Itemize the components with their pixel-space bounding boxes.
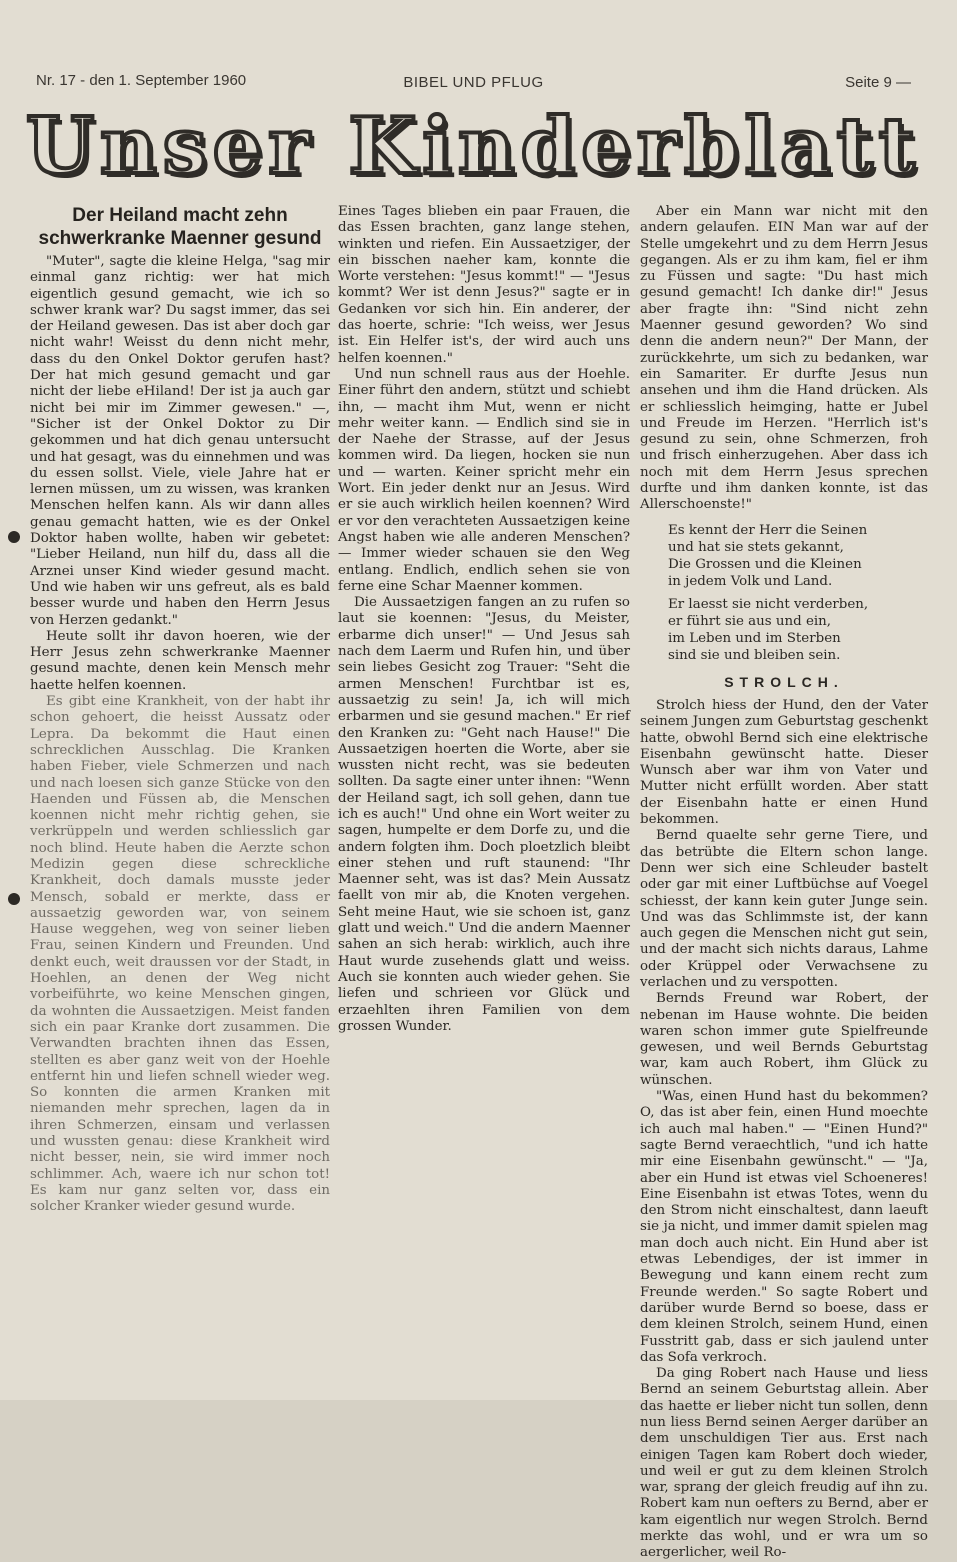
article-title: Der Heiland macht zehn schwerkranke Maenner gesund [38, 205, 322, 249]
article-paragraph: Es gibt eine Krankheit, von der habt ihr schon gehoert, die heisst Aussatz oder Lepra. Da bekommt die Haut einen schrecklichen Ausschlag. Die Kranken haben Fieber, viele Schmerzen und nach und nach loesen sich ganze Stücke von den Haenden und Füssen ab, die Menschen koennen nicht mehr richtig gehen, sie verkrüppeln und werden schliesslich gar noch blind. Heute haben die Aerzte schon Medizin gegen diese schreckliche Krankheit, doch damals musste jeder Mensch, sobald er merkte, dass er aussaetzig geworden war, von seinem Hause weggehen, weg von seiner lieben Frau, seinen Kindern und Freunden. Und denkt euch, weit draussen vor der Stadt, in Hoehlen, an denen der Weg nicht vorbeiführte, wo keine Menschen gingen, da wohnten die Aussaetzigen. Meist fanden sich ein paar Kranke dort zusammen. Die Verwandten brachten ihnen das Essen, stellten es aber ganz weit von der Hoehle entfernt hin und liefen schnell wieder weg. So konnten die armen Kranken mit niemanden mehr sprechen, lagen da in ihren Schmerzen, einsam und verlassen und wussten genau: diese Krankheit wird nicht besser, nein, sie wird immer noch schlimmer. Ach, waere ich nur schon tot! Es kam nur ganz selten vor, dass ein solcher Kranker wieder gesund wurde. [30, 694, 330, 1215]
issue-date: Nr. 17 - den 1. September 1960 [36, 72, 247, 89]
poem-line: sind sie und bleiben sein. [668, 647, 841, 663]
punch-hole-icon [8, 893, 20, 905]
masthead-title: Unser Kinderblatt [26, 101, 921, 192]
poem-line: und hat sie stets gekannt, [668, 539, 844, 555]
article-title: STROLCH. [724, 673, 844, 690]
column-3 [640, 204, 928, 1562]
masthead [26, 101, 921, 192]
page-header [36, 72, 911, 94]
poem-stanza [668, 596, 928, 664]
article-paragraph: "Was, einen Hund hast du bekommen? O, das ist aber fein, einen Hund moechte ich auch mal haben." — "Einen Hund?" sagte Bernd veraechtlich, "und ich hatte mir eine Eisenbahn gewünscht." — "Ja, aber ein Hund ist etwas viel Schoeneres! Eine Eisenbahn ist etwas Totes, wenn du den Strom nicht einschaltest, dann laeuft sie ja nicht, und immer damit spielen mag man doch auch nicht. Ein Hund aber ist etwas Lebendiges, der ist immer in Bewegung und kann einem recht zum Freunde werden." So sagte Robert und darüber wurde Bernd so boese, dass er dem kleinen Strolch, seinem Hund, einen Fusstritt gab, dass er sich jaulend unter das Sofa verkroch. [640, 1089, 928, 1365]
poem-line: er führt sie aus und ein, [668, 613, 832, 629]
poem-line: Er laesst sie nicht verderben, [668, 596, 869, 612]
poem-line: Es kennt der Herr die Seinen [668, 522, 868, 538]
column-1 [30, 204, 330, 1216]
article-paragraph: Eines Tages blieben ein paar Frauen, die das Essen brachten, ganz lange stehen, winkten und riefen. Ein Aussaetziger, der ein bisschen naeher kam, konnte die Worte verstehen: "Jesus kommt!" — "Jesus kommt? Wer ist denn Jesus?" sagte er in Gedanken vor sich hin. Ein anderer, der das hoerte, schrie: "Ich weiss, wer Jesus ist. Ein Helfer ist's, der wird auch uns helfen koennen." [338, 204, 630, 366]
column-2 [338, 204, 630, 1035]
article-paragraph: Die Aussaetzigen fangen an zu rufen so laut sie koennen: "Jesus, du Meister, erbarme dich unser!" — Und Jesus sah nach dem Laerm und Rufen hin, und über sein liebes Gesicht zog Trauer: "Seht die armen Menschen! Furchtbar ist es, aussaetzig zu sein! Ja, ich will mich erbarmen und sie gesund machen." Er rief den Kranken zu: "Geht nach Hause!" Die Aussaetzigen hoerten die Worte, aber sie wussten nicht recht, was sie bedeuten sollten. Da sagte einer unter ihnen: "Wenn der Heiland sagt, ich soll gehen, dann tue ich es auch!" Und ohne ein Wort weiter zu sagen, humpelte er dem Dorfe zu, und die andern folgten ihm. Doch ploetzlich bleibt einer stehen und ruft staunend: "Ihr Maenner seht, was ist das? Mein Aussatz faellt von mir ab, die Knoten vergehen. Seht meine Haut, wie sie schoen ist, ganz glatt und weich." Und die andern Maenner sahen an sich herab: wirklich, auch ihre Haut wurde zusehends glatt und weiss. Auch sie konnten auch wieder gehen. Sie liefen und schrieen vor Glück und erzaehlten ihren Familien von dem grossen Wunder. [338, 595, 630, 1034]
publication-name: BIBEL UND PFLUG [403, 74, 544, 91]
poem [668, 522, 928, 664]
article-paragraph: Bernds Freund war Robert, der nebenan im Hause wohnte. Die beiden waren schon immer gute Spielfreunde gewesen, und weil Bernds Geburtstag war, kam auch Robert, ihm Glück zu wünschen. [640, 991, 928, 1088]
article-paragraph: Aber ein Mann war nicht mit den andern gelaufen. EIN Man war auf der Stelle umgekehrt und zu dem Herrn Jesus gegangen. Als er zu ihm kam, fiel er ihm zu Füssen und sagte: "Du hast mich gesund gemacht! Ich danke dir!" Jesus aber fragte ihn: "Sind nicht zehn Maenner gesund geworden? Wo sind denn die andern neun?" Der Mann, der zurückkehrte, um sich zu bedanken, war ein Samariter. Er durfte Jesus nun ansehen und ihm die Hand drücken. Als er schliesslich heimging, hatte er Jubel und Freude im Herzen. "Herrlich ist's gesund zu sein, ohne Schmerzen, froh und frisch einherzugehen. Aber dass ich noch mit dem Herrn Jesus sprechen durfte und ihm danken konnte, ist das Allerschoenste!" [640, 204, 928, 513]
poem-line: in jedem Volk und Land. [668, 573, 833, 589]
poem-line: im Leben und im Sterben [668, 630, 841, 646]
page-number: Seite 9 — [845, 74, 911, 91]
article-paragraph: "Muter", sagte die kleine Helga, "sag mir einmal ganz richtig: wer hat mich eigentlich gesund gemacht, wie ich so schwer krank war? Du sagst immer, das sei der Heiland gewesen. Das ist aber doch gar nicht wahr! Weisst du denn nicht mehr, dass du den Onkel Doktor gerufen hast? Der hat mich gesund gemacht und gar nicht der liebe eHiland! Der ist ja auch gar nicht bei mir im Zimmer gewesen." —, "Sicher ist der Onkel Doktor zu Dir gekommen und hat dich genau untersucht und hat gesagt, was du einnehmen und was du essen sollst. Viele, viele Jahre hat er lernen müssen, um zu wissen, was kranken Menschen helfen kann. Als wir dann alles genau gemacht hatten, wie es der Onkel Doktor haben wollte, haben wir gebetet: "Lieber Heiland, nun hilf du, dass all die Arznei unser Kind wieder gesund macht. Und wie haben wir uns gefreut, als es bald besser wurde und haben den Herrn Jesus von Herzen gedankt." [30, 254, 330, 628]
article-paragraph: Da ging Robert nach Hause und liess Bernd an seinem Geburtstag allein. Aber das haette er lieber nicht tun sollen, denn nun liess Bernd seinen Aerger darüber an dem unschuldigen Tier aus. Erst nach einigen Tagen kam Robert doch wieder, und weil er gut zu dem kleinen Strolch war, sprang der gleich freudig auf ihn zu. Robert kam nun oefters zu Bernd, aber er kam eigentlich nur wegen Strolch. Bernd merkte das wohl, und er wra um so aergerlicher, weil Ro- [640, 1366, 928, 1561]
poem-line: Die Grossen und die Kleinen [668, 556, 862, 572]
poem-stanza [668, 522, 928, 590]
article-paragraph: Strolch hiess der Hund, den der Vater seinem Jungen zum Geburtstag geschenkt hatte, obwohl Bernd sich eine elektrische Eisenbahn gewünscht hatte. Dieser Wunsch aber war ihm von Vater und Mutter nicht erfüllt worden. Aber statt der Eisenbahn hatte er einen Hund bekommen. [640, 697, 928, 828]
article-paragraph: Und nun schnell raus aus der Hoehle. Einer führt den andern, stützt und schiebt ihn, — macht ihm Mut, wenn er nicht mehr weiter kann. — Endlich sind sie in der Naehe der Strasse, auf der Jesus kommen wird. Da liegen, hocken sie nun und — warten. Keiner spricht mehr ein Wort. Ein jeder denkt nur an Jesus. Wird er sie auch wirklich heilen koennen? Wird er vor den verachteten Aussaetzigen keine Angst haben wie alle anderen Menschen? — Immer wieder schauen sie den Weg entlang. Endlich, endlich sehen sie von ferne eine Schar Maenner kommen. [338, 366, 630, 594]
article-paragraph: Bernd quaelte sehr gerne Tiere, und das betrübte die Eltern schon lange. Denn wer sich eine Schleuder bastelt oder gar mit einer Luftbüchse auf Voegel schiesst, der kann kein guter Junge sein. Und was das Schlimmste ist, der kann auch gegen die Menschen nicht gut sein, und der macht sich nichts daraus, Lahme oder Krüppel oder Verwachsene zu verlachen und zu verspotten. [640, 828, 928, 990]
punch-hole-icon [8, 531, 20, 543]
article-paragraph: Heute sollt ihr davon hoeren, wie der Herr Jesus zehn schwerkranke Maenner gesund machte, denen kein Mensch mehr haette helfen koennen. [30, 628, 330, 693]
